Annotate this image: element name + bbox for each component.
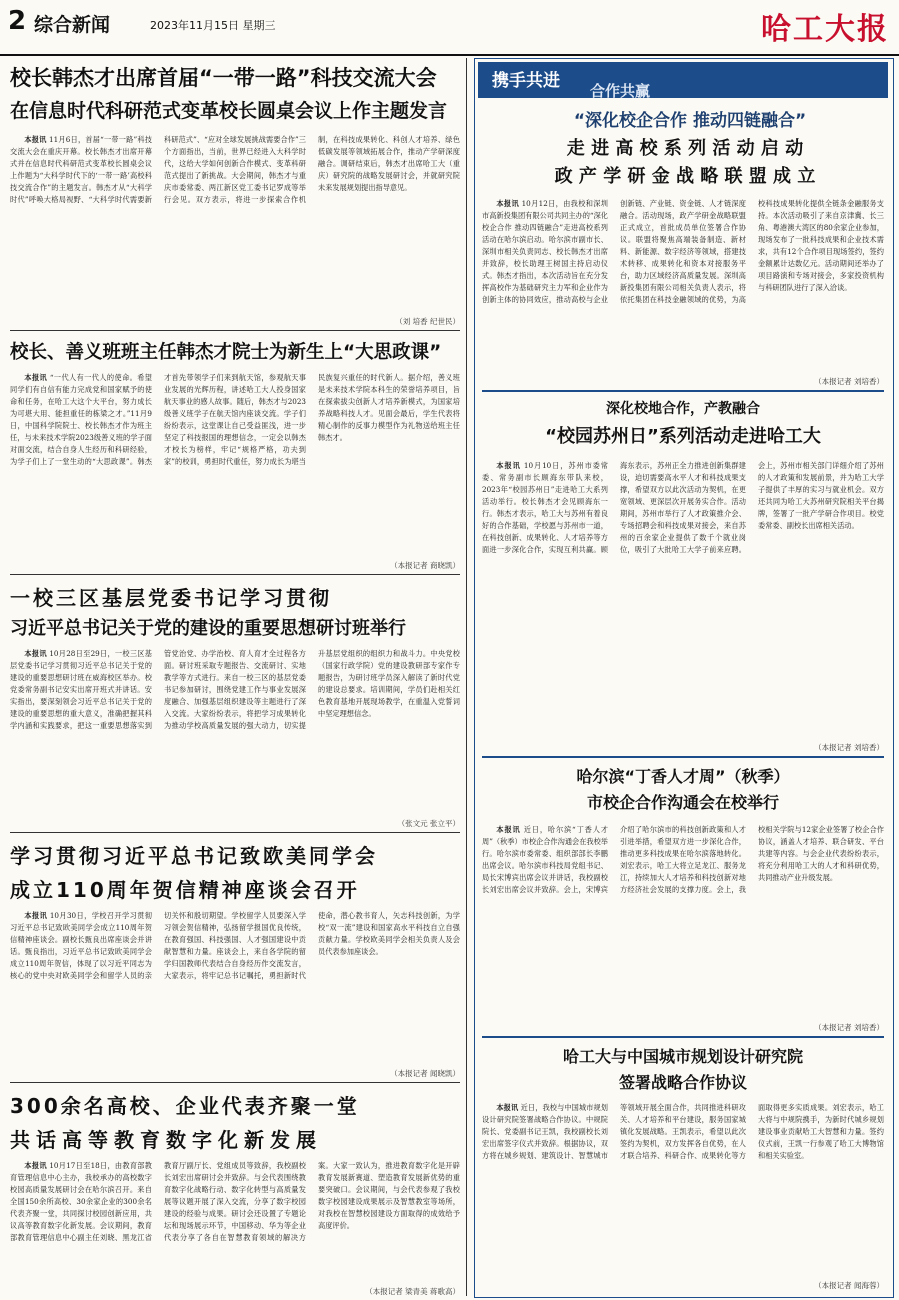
- right-article-1-headline-3: 政 产 学 研 金 战 略 联 盟 成 立: [554, 166, 816, 187]
- right-article-2-body: [482, 460, 884, 740]
- column-divider: [466, 58, 467, 1296]
- article-2-byline: （本报记者 商晓凯）: [390, 561, 460, 570]
- article-5-text: 10月17日至18日，由教育部教育管理信息中心主办，我校承办的高校数字校园高质量发展研讨会在哈尔滨召开。来自全国150余所高校、30余家企业的300余名代表齐聚一堂，共同探讨校园创新应用，共议高等教育数字化新发展。会议期间，教育部教育管理信息中心副主任刘晓、黑龙江省教育厅副厅长、党组成员等致辞，我校副校长刘宏出席研讨会并致辞。与会代表围绕教育数字化战略行动、数字化转型与高质量发展等议题开展了深入交流，分享了数字校园建设的经验与成果。研讨会还设置了专题论坛和现场展示环节，中国移动、华为等企业代表分享了各自在智慧教育领域的解决方案。大家一致认为，推进教育数字化是开辟教育发展新赛道、塑造教育发展新优势的重要突破口。会议期间，与会代表参观了我校数字校园建设成果展示及智慧教室等场所，对我校在智慧校园建设方面取得的成效给予高度评价。: [10, 1161, 460, 1242]
- banner-title-1: 携手共进: [492, 71, 560, 91]
- section-title: 综合新闻: [34, 14, 111, 36]
- right-article-2-byline: （本报记者 刘培香）: [814, 743, 884, 752]
- article-5-lead: 本报讯: [24, 1161, 47, 1170]
- right-article-3-body: [482, 824, 884, 1020]
- divider: [482, 1036, 884, 1038]
- right-article-1-lead: 本报讯: [496, 199, 519, 208]
- right-article-4-lead: 本报讯: [496, 1103, 519, 1112]
- article-3-body: [10, 648, 460, 816]
- article-4-text: 10月30日，学校召开学习贯彻习近平总书记致欧美同学会成立110周年贺信精神座谈会。副校长甄良出席座谈会并讲话。甄良指出，习近平总书记致欧美同学会成立110周年贺信，体现了以习近平同志为核心的党中央对欧美同学会和留学人员的亲切关怀和殷切期望。学校留学人员要深入学习领会贺信精神，弘扬留学报国优良传统，在教育强国、科技强国、人才强国建设中贡献智慧和力量。座谈会上，来自各学院的留学归国教师代表结合自身经历作交流发言，大家表示，将牢记总书记嘱托，勇担新时代使命，潜心教书育人，矢志科技创新，为学校“双一流”建设和国家高水平科技自立自强贡献力量。学校欧美同学会相关负责人及会员代表参加座谈会。: [10, 911, 460, 980]
- right-article-2-lead: 本报讯: [496, 461, 521, 470]
- article-4-body: [10, 910, 460, 1066]
- right-article-2-text: 10月10日，苏州市委常委、常务副市长顾海东带队来校，2023年“校园苏州日”走进哈工大系列活动举行。校长韩杰才会见顾海东一行。韩杰才表示，哈工大与苏州有着良好的合作基础，学校愿与苏州市一道，在科技创新、成果转化、人才培养等方面进一步深化合作，实现互利共赢。顾海东表示，苏州正全力推进创新集群建设，迫切需要高水平人才和科技成果支撑，希望双方以此次活动为契机，在更宽领域、更深层次开展务实合作。活动期间，苏州市举行了人才政策推介会、专场招聘会和科技成果对接会，来自苏州的百余家企业提供了数千个就业岗位，吸引了大批哈工大学子前来应聘。会上，苏州市相关部门详细介绍了苏州的人才政策和发展前景，并为哈工大学子提供了丰厚的实习与就业机会。双方还共同为哈工大苏州研究院相关平台揭牌，签署了一批产学研合作项目。校党委常委、副校长出席相关活动。: [482, 461, 884, 554]
- page-number: 2: [8, 6, 27, 36]
- article-5-byline: （本报记者 梁青美 蒋歌高）: [365, 1287, 460, 1296]
- right-article-4-headline-1: 哈工大与中国城市规划设计研究院: [562, 1047, 803, 1066]
- right-article-1-text: 10月12日，由我校和深圳市高新投集团有限公司共同主办的“深化校企合作 推动四链融合”走进高校系列活动在哈尔滨启动。哈尔滨市副市长、深圳市相关负责同志、校长韩杰才出席并致辞，校长助理王树国主持启动仪式。韩杰才指出，本次活动旨在充分发挥高校作为基础研究主力军和企业作为创新主体的协同效应，推动高校与企业创新链、产业链、资金链、人才链深度融合。活动现场，政产学研金战略联盟正式成立，首批成员单位签署合作协议。联盟将聚焦高端装备制造、新材料、新能源、数字经济等领域，搭建技术转移、成果转化和资本对接服务平台，助力区域经济高质量发展。深圳高新投集团有限公司相关负责人表示，将依托集团在科技金融领域的优势，为高校科技成果转化提供全链条金融服务支持。本次活动吸引了来自京津冀、长三角、粤港澳大湾区的80余家企业参加，现场发布了一批科技成果和企业技术需求，共有12个合作项目现场签约，签约金额累计达数亿元。活动期间还举办了项目路演和专场对接会，多家投资机构与科研团队进行了深入洽谈。: [482, 199, 884, 304]
- article-2-body: [10, 372, 460, 558]
- right-article-1-byline: （本报记者 刘培香）: [814, 377, 884, 386]
- right-article-3-byline: （本报记者 刘培香）: [814, 1023, 884, 1032]
- article-4-lead: 本报讯: [24, 911, 48, 920]
- right-article-3-lead: 本报讯: [496, 825, 521, 834]
- article-1-headline-1: 校长韩杰才出席首届“一带一路”科技交流大会: [10, 66, 437, 90]
- article-3-byline: （张文元 张立平）: [397, 819, 460, 828]
- article-1-lead: 本报讯: [24, 135, 47, 144]
- article-3-lead: 本报讯: [24, 649, 47, 658]
- article-3-headline-1: 一校三区基层党委书记学习贯彻: [10, 586, 332, 610]
- right-article-1-body: [482, 198, 884, 374]
- right-article-4-body: [482, 1102, 884, 1278]
- right-article-3-text: 近日，哈尔滨“丁香人才周”（秋季）市校企合作沟通会在我校举行。哈尔滨市委常委、组织部部长李鹏出席会议。哈尔滨市科技局党组书记、局长宋博宾出席会议并讲话，我校副校长刘宏出席会议并致辞。会上，宋博宾介绍了哈尔滨市的科技创新政策和人才引进举措，希望双方进一步深化合作，推动更多科技成果在哈尔滨落地转化。刘宏表示，哈工大将立足龙江、服务龙江，持续加大人才培养和科技创新对地方经济社会发展的支撑力度。会上，我校相关学院与12家企业签署了校企合作协议，涵盖人才培养、联合研发、平台共建等内容。与会企业代表纷纷表示，将充分利用哈工大的人才和科研优势，共同推动产业升级发展。: [482, 825, 884, 894]
- article-5-body: [10, 1160, 460, 1284]
- right-article-2-headline: “校园苏州日”系列活动走进哈工大: [545, 426, 821, 447]
- divider: [10, 330, 460, 331]
- right-article-3-headline-2: 市校企合作沟通会在校举行: [586, 793, 779, 812]
- article-2-text: “一代人有一代人的使命。希望同学们有自信有能力完成党和国家赋予的使命和任务，在哈工大这个大平台，努力成长为可堪大用、能担重任的栋梁之才。”11月9日，中国科学院院士、校长韩杰才作为班主任，与未来技术学院2023级善义班的学子面对面交流，结合自身人生经历和科研经验，为学子们上了一堂生动的“大思政课”。韩杰才首先带领学子们来到航天馆，参观航天事业发展的光辉历程，讲述哈工大人投身国家航天事业的感人故事。随后，韩杰才与2023级善义班学子在航天馆内座谈交流。学子们纷纷表示，这堂课让自己受益匪浅，进一步坚定了科技报国的理想信念，一定会以韩杰才校长为榜样，牢记“规格严格，功夫到家”的校训，勇担时代重任，努力成长为堪当民族复兴重任的时代新人。据介绍，善义班是未来技术学院本科生的荣誉培养项目，旨在探索拔尖创新人才培养新模式，为国家培养战略科技人才。见面会最后，学生代表将精心制作的反事力模型作为礼物送给班主任韩杰才。: [10, 373, 460, 466]
- article-3-headline-2: 习近平总书记关于党的建设的重要思想研讨班举行: [10, 618, 406, 639]
- right-article-4-text: 近日，我校与中国城市规划设计研究院签署战略合作协议。中规院院长、党委副书记王凯，我校副校长刘宏出席签字仪式并致辞。根据协议，双方将在城乡规划、建筑设计、智慧城市等领域开展全面合作，共同推进科研攻关、人才培养和平台建设，服务国家城镇化发展战略。王凯表示，希望以此次签约为契机，双方发挥各自优势，在人才联合培养、科研合作、成果转化等方面取得更多实质成果。刘宏表示，哈工大将与中规院携手，为新时代城乡规划建设事业贡献哈工大智慧和力量。签约仪式前，王凯一行参观了哈工大博物馆和相关实验室。: [482, 1103, 884, 1160]
- divider: [10, 832, 460, 833]
- right-article-4-headline-2: 签署战略合作协议: [618, 1073, 747, 1092]
- newspaper-logo: 哈工大报: [761, 12, 889, 47]
- divider: [10, 1082, 460, 1083]
- article-4-byline: （本报记者 闻晓凯）: [390, 1069, 460, 1078]
- article-3-text: 10月28日至29日，一校三区基层党委书记学习贯彻习近平总书记关于党的建设的重要思想研讨班在威海校区举办。校党委常务副书记安实出席开班式并讲话。安实指出，要深刻领会习近平总书记关于党的建设的重要思想的重大意义，准确把握其科学内涵和实践要求，把这一重要思想落实到管党治党、办学治校、育人育才全过程各方面。研讨班采取专题报告、交流研讨、实地教学等方式进行。来自一校三区的基层党委书记参加研讨，围绕党建工作与事业发展深度融合、加强基层组织建设等主题进行了深入交流。大家纷纷表示，将把学习成果转化为推动学校高质量发展的强大动力，切实提升基层党组织的组织力和战斗力。中央党校（国家行政学院）党的建设教研部专家作专题报告，为研讨班学员深入解读了新时代党的建设总要求。培训期间，学员们赴相关红色教育基地开展现场教学，在重温入党誓词中坚定理想信念。: [10, 649, 460, 730]
- article-5-headline-1: 300余名高校、企业代表齐聚一堂: [10, 1094, 360, 1118]
- banner-title-2: 合作共赢: [590, 82, 651, 100]
- divider: [482, 390, 884, 392]
- article-2-lead: 本报讯: [24, 373, 48, 382]
- article-1-byline: （刘 培香 纪世民）: [395, 317, 460, 326]
- article-1-body: [10, 134, 460, 314]
- article-4-headline-2: 成立110周年贺信精神座谈会召开: [10, 878, 360, 902]
- article-2-headline: 校长、善义班班主任韩杰才院士为新生上“大思政课”: [10, 342, 442, 363]
- right-article-2-kicker: 深化校地合作，产教融合: [606, 401, 760, 417]
- right-article-1-headline-2: 走 进 高 校 系 列 活 动 启 动: [566, 138, 804, 159]
- divider: [10, 574, 460, 575]
- article-1-text: 11月6日，首届“一带一路”科技交流大会在重庆开幕。校长韩杰才出席开幕式并在信息时代科研范式变革校长圆桌会议上作题为“大科学时代下的‘一带一路’高校科技交流合作”的主题发言。韩杰才从“大科学时代”呼唤大格局视野、“大科学时代需要新科研范式”、“应对全球发展挑战需要合作”三个方面指出，当前，世界已经进入大科学时代，这给大学如何创新合作模式、变革科研范式提出了新挑战。大会期间，韩杰才与重庆市委常委、两江新区党工委书记罗成等举行会见。双方表示，将进一步探索合作机制，在科技成果转化、科创人才培养、绿色低碳发展等领域拓展合作，推动产学研深度融合。调研结束后，韩杰才出席哈工大（重庆）研究院的战略发展研讨会，并就研究院未来发展规划提出指导意见。: [10, 135, 460, 204]
- article-4-headline-1: 学习贯彻习近平总书记致欧美同学会: [10, 844, 378, 868]
- article-5-headline-2: 共话高等教育数字化新发展: [10, 1128, 322, 1152]
- right-article-1-headline-1: “深化校企合作 推动四链融合”: [573, 111, 807, 131]
- article-1-headline-2: 在信息时代科研范式变革校长圆桌会议上作主题发言: [10, 100, 448, 122]
- issue-date: 2023年11月15日 星期三: [150, 19, 276, 32]
- right-article-3-headline-1: 哈尔滨“丁香人才周”（秋季）: [576, 767, 790, 786]
- right-article-4-byline: （本报记者 闻海蓉）: [814, 1281, 884, 1290]
- divider: [482, 756, 884, 758]
